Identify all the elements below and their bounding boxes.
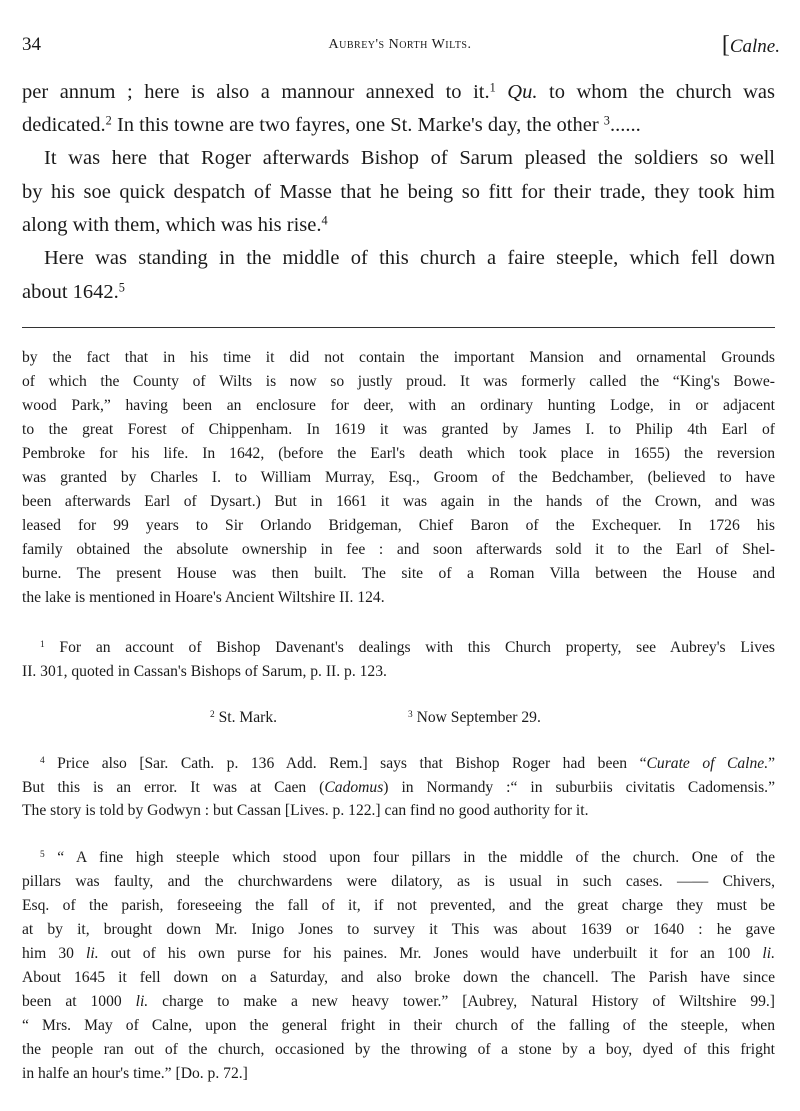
footnote-5-cont: [22, 991, 775, 1013]
footnote-5-cont: [22, 943, 775, 965]
italic-run: Cadomus: [324, 779, 384, 796]
italic-run: li.: [762, 945, 775, 962]
text-run: But this is an error. It was at Caen (: [22, 779, 325, 796]
note-line: Pembroke for his life. In 1642, (before the Earl's death which took place in 1655) the reversion: [22, 445, 775, 462]
text-run: per annum ; here is also a mannour annexed to it.: [22, 81, 490, 103]
main-line-5: [22, 211, 775, 239]
footnote-mark: 1: [40, 639, 45, 650]
footnote-5-cont: “ Mrs. May of Calne, upon the general fright in their church of the falling of the steeple, when: [22, 1017, 775, 1034]
footnote-5-cont: the people ran out of the church, occasioned by the throwing of a stone by a boy, dyed of this fright: [22, 1041, 775, 1058]
text-run: ) in Normandy :“ in suburbiis civitatis Cadomensis.”: [383, 779, 775, 796]
text-run: him 30: [22, 945, 87, 962]
footnote-ref-5: 5: [118, 280, 125, 295]
note-line: family obtained the absolute ownership in fee : and soon afterwards sold it to the Earl of Shel-: [22, 541, 775, 558]
text-run: about 1642.: [22, 281, 119, 303]
footnote-divider: [22, 327, 775, 328]
footnote-5-cont: in halfe an hour's time.” [Do. p. 72.]: [22, 1065, 248, 1082]
note-line: the lake is mentioned in Hoare's Ancient Wiltshire II. 124.: [22, 589, 385, 606]
main-line-7: [22, 278, 775, 306]
text-run: dedicated.: [22, 114, 106, 136]
note-line: burne. The present House was then built. The site of a Roman Villa between the House and: [22, 565, 775, 582]
footnote-mark: 5: [40, 849, 45, 860]
footnote-5-cont: at by it, brought down Mr. Inigo Jones to survey it This was about 1639 or 1640 : he gave: [22, 921, 775, 938]
note-line: of which the County of Wilts is now so justly proud. It was formerly called the “King's Bowe-: [22, 373, 775, 390]
footnote-ref-4: 4: [321, 213, 328, 228]
note-line: been afterwards Earl of Dysart.) But in 1661 it was again in the hands of the Crown, and was: [22, 493, 775, 510]
text-run: “ A fine high steeple which stood upon four pillars in the middle of the church. One of the: [44, 849, 775, 866]
text-run: been at 1000: [22, 993, 136, 1010]
text-run: ”: [768, 755, 776, 772]
text-run: Price also [Sar. Cath. p. 136 Add. Rem.] says that Bishop Roger had been “: [44, 755, 647, 772]
footnote-mark: 3: [408, 709, 413, 720]
text-run: St. Mark.: [214, 709, 278, 726]
italic-run: Curate of Calne.: [646, 755, 769, 772]
footnote-mark: 4: [40, 755, 45, 766]
running-title: Aubrey's North Wilts.: [328, 37, 472, 52]
footnote-mark: 2: [210, 709, 215, 720]
section-bracket: [: [721, 32, 730, 58]
footnote-4: [40, 753, 775, 775]
text-run: ......: [609, 114, 641, 136]
main-line-1: [22, 78, 775, 106]
section-name: Calne.: [729, 36, 780, 57]
footnote-ref-1: 1: [489, 80, 496, 95]
text-run: For an account of Bishop Davenant's dealings with this Church property, see Aubrey's Lives: [44, 639, 775, 656]
section-marker: [722, 30, 780, 60]
main-line-2: [22, 111, 775, 139]
main-line-4: by his soe quick despatch of Masse that he being so fitt for their trade, they took him: [22, 181, 775, 203]
page-number: 34: [22, 34, 41, 55]
note-line: wood Park,” having been an enclosure for deer, with an ordinary hunting Lodge, in or adjacent: [22, 397, 775, 414]
footnote-1-cont: II. 301, quoted in Cassan's Bishops of Sarum, p. II. p. 123.: [22, 663, 387, 680]
note-line: was granted by Charles I. to William Murray, Esq., Groom of the Bedchamber, (believed to have: [22, 469, 775, 486]
italic-run: li.: [86, 945, 99, 962]
footnote-ref-2: 2: [105, 113, 112, 128]
text-run: [496, 81, 508, 103]
text-run: to whom the church was: [537, 81, 775, 103]
main-line-3: It was here that Roger afterwards Bishop of Sarum pleased the soldiers so well: [44, 147, 775, 169]
footnote-1: [40, 637, 775, 659]
footnote-5-cont: About 1645 it fell down on a Saturday, and also broke down the chancell. The Parish have since: [22, 969, 775, 986]
text-run: In this towne are two fayres, one St. Marke's day, the other: [111, 114, 604, 136]
footnote-5-cont: pillars was faulty, and the churchwardens were dilatory, as is usual in such cases. —— Chivers,: [22, 873, 775, 890]
italic-run: Qu.: [507, 81, 538, 103]
note-line: by the fact that in his time it did not contain the important Mansion and ornamental Grounds: [22, 349, 775, 366]
text-run: Now September 29.: [412, 709, 541, 726]
note-line: leased for 99 years to Sir Orlando Bridgeman, Chief Baron of the Exchequer. In 1726 his: [22, 517, 775, 534]
text-run: out of his own purse for his paines. Mr. Jones would have underbuilt it for an 100: [98, 945, 763, 962]
footnote-2: [210, 707, 277, 729]
note-line: to the great Forest of Chippenham. In 1619 it was granted by James I. to Philip 4th Earl of: [22, 421, 775, 438]
footnote-4-cont: The story is told by Godwyn : but Cassan [Lives. p. 122.] can find no good authority for it.: [22, 802, 589, 819]
footnote-3: [408, 707, 541, 729]
italic-run: li.: [135, 993, 149, 1010]
text-run: along with them, which was his rise.: [22, 214, 322, 236]
footnote-ref-3: 3: [603, 113, 610, 128]
text-run: charge to make a new heavy tower.” [Aubrey, Natural History of Wiltshire 99.]: [148, 993, 776, 1010]
footnote-5-cont: Esq. of the parish, foreseeing the fall of it, if not prevented, and the great charge they must be: [22, 897, 775, 914]
main-line-6: Here was standing in the middle of this church a faire steeple, which fell down: [44, 247, 775, 269]
footnote-4-cont: [22, 777, 775, 799]
footnote-5: [40, 847, 775, 869]
